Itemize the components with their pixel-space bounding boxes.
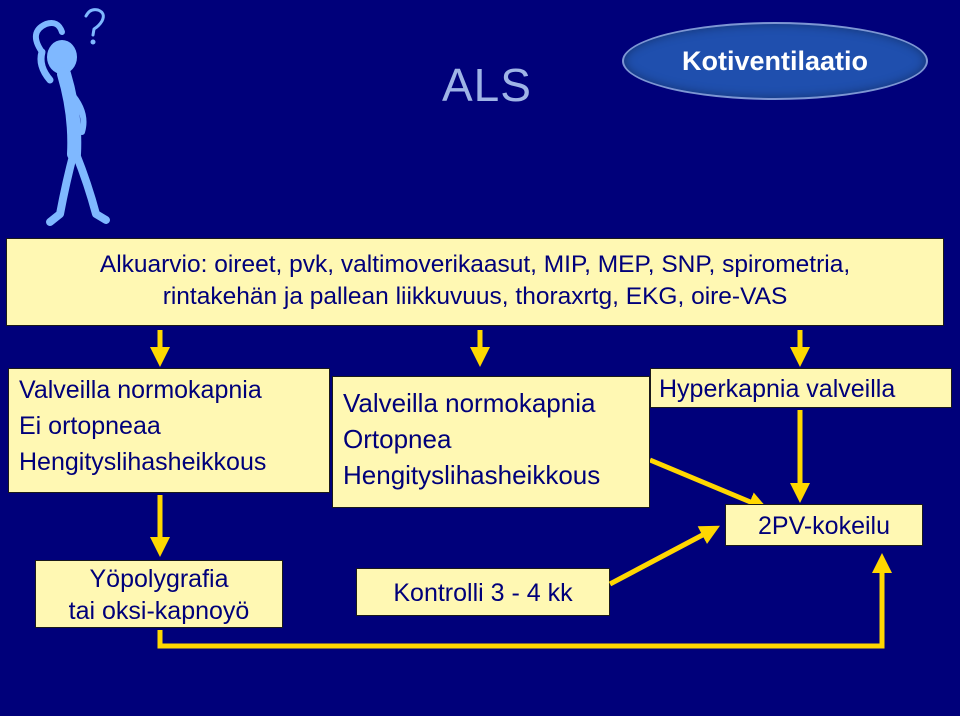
right-line-1: Hyperkapnia valveilla — [659, 375, 896, 403]
assessment-line-1: Alkuarvio: oireet, pvk, valtimoverikaasut, MIP, MEP, SNP, spirometria, — [99, 251, 851, 278]
followup-label: Kontrolli 3 - 4 kk — [393, 579, 573, 607]
pv-test-label: 2PV-kokeilu — [757, 512, 891, 540]
arrow-loop-to-pv — [160, 562, 882, 646]
left-line-1: Valveilla normokapnia — [19, 376, 262, 404]
assessment-line-2: rintakehän ja pallean liikkuvuus, thoraxrtg, EKG, oire-VAS — [162, 283, 788, 310]
left-line-2: Ei ortopneaa — [19, 412, 161, 440]
slide-title: ALS — [442, 59, 532, 111]
middle-line-1: Valveilla normokapnia — [343, 388, 596, 418]
sleep-study-line-1: Yöpolygrafia — [89, 565, 229, 593]
sleep-study-line-2: tai oksi-kapnoyö — [68, 597, 250, 625]
middle-line-2: Ortopnea — [343, 424, 452, 454]
middle-line-3: Hengityslihasheikkous — [343, 460, 601, 490]
arrow-followup-to-pv — [610, 530, 712, 584]
left-line-3: Hengityslihasheikkous — [19, 448, 267, 476]
badge-label: Kotiventilaatio — [681, 45, 869, 76]
